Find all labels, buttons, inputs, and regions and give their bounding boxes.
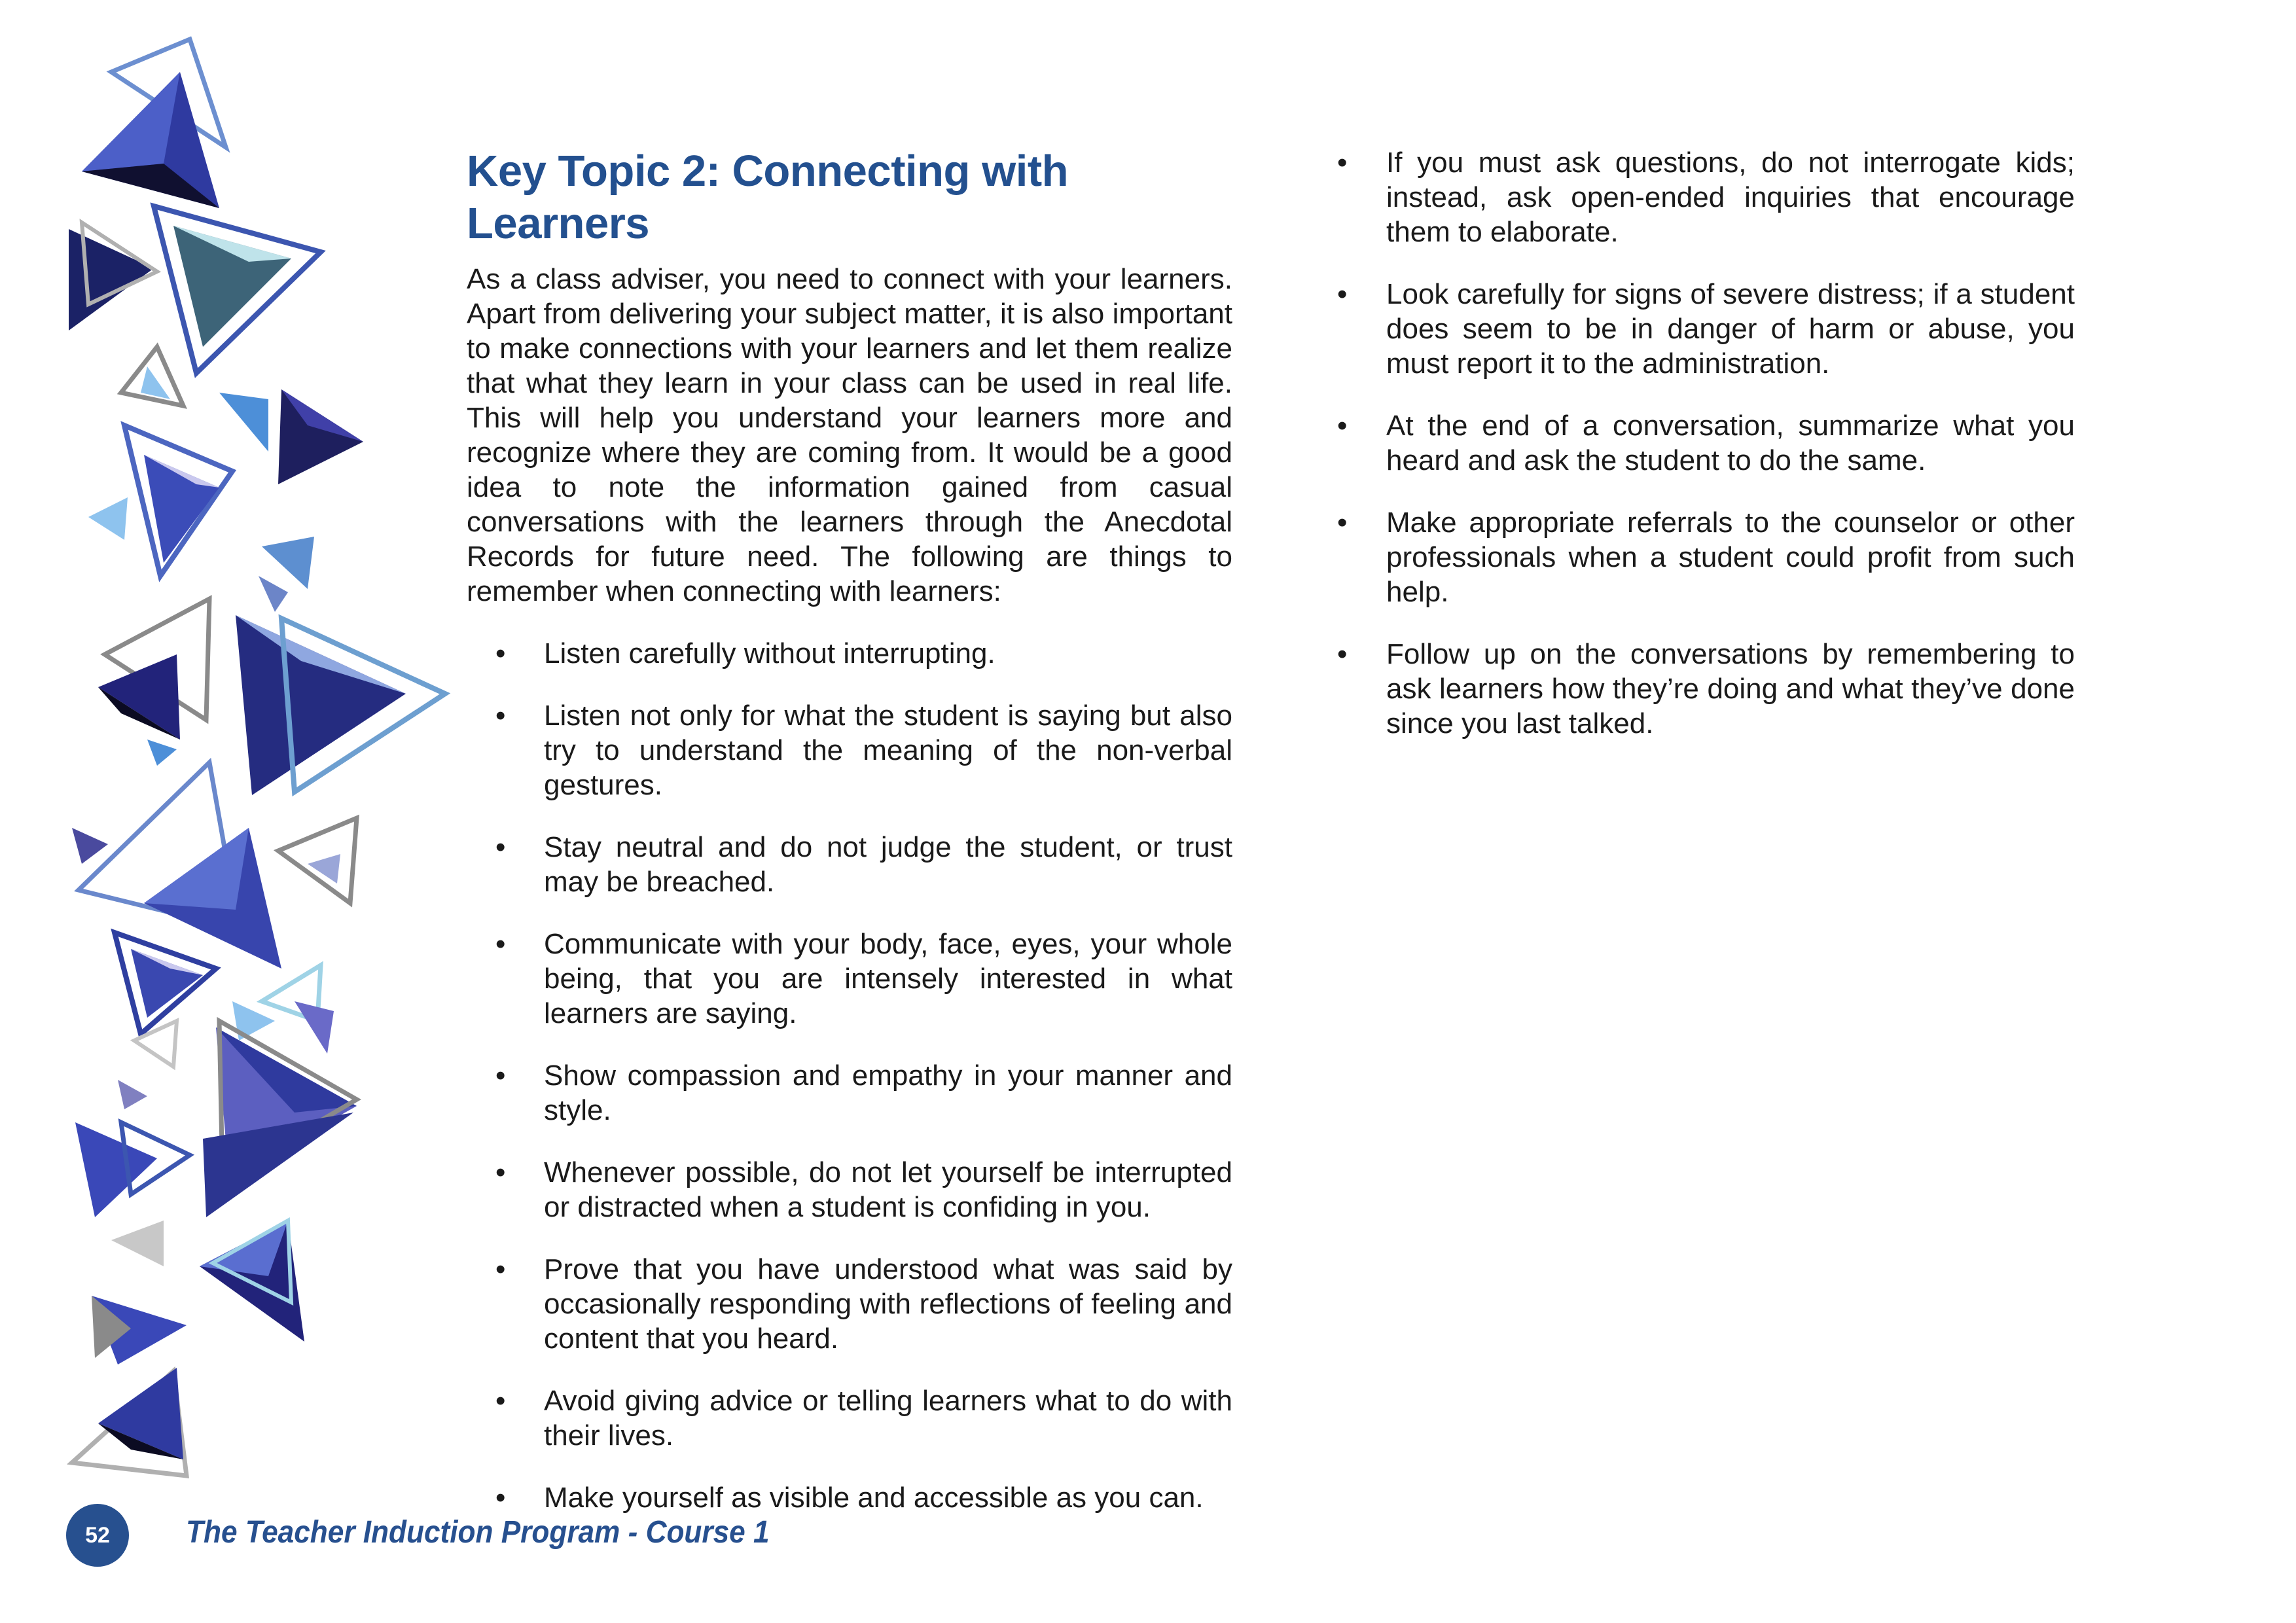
- list-item-text: Listen carefully without interrupting.: [544, 637, 996, 669]
- bullet-icon: •: [495, 1060, 506, 1092]
- list-item: [1335, 408, 2075, 478]
- list-item: [467, 1155, 1232, 1224]
- list-item-text: Stay neutral and do not judge the student, or trust may be breached.: [544, 831, 1232, 898]
- list-item-text: Avoid giving advice or telling learners what to do with their lives.: [544, 1385, 1232, 1452]
- left-column: [467, 145, 1232, 1543]
- bullet-icon: •: [495, 1156, 506, 1188]
- list-item-text: Make appropriate referrals to the counselor or other professionals when a student could profit from such help.: [1386, 507, 2075, 608]
- bullet-icon: •: [495, 1385, 506, 1417]
- list-item: [467, 830, 1232, 899]
- bullet-icon: •: [495, 928, 506, 960]
- list-item: [467, 698, 1232, 802]
- list-item: [467, 1383, 1232, 1453]
- list-item: [1335, 145, 2075, 249]
- list-item: [467, 1058, 1232, 1128]
- left-bullet-list: [467, 636, 1232, 1515]
- list-item-text: Look carefully for signs of severe distress; if a student does seem to be in danger of harm or abuse, you must report it to the administration.: [1386, 278, 2075, 380]
- page-title: Key Topic 2: Connecting with Learners: [467, 147, 1069, 248]
- list-item: [467, 927, 1232, 1031]
- list-item-text: At the end of a conversation, summarize what you heard and ask the student to do the same.: [1386, 410, 2075, 476]
- bullet-icon: •: [495, 637, 506, 669]
- list-item: [467, 1480, 1232, 1515]
- list-item-text: Prove that you have understood what was said by occasionally responding with reflections of feeling and content that you heard.: [544, 1253, 1232, 1355]
- list-item-text: Whenever possible, do not let yourself be interrupted or distracted when a student is confiding in you.: [544, 1156, 1232, 1223]
- bullet-icon: •: [1337, 410, 1348, 442]
- list-item-text: Make yourself as visible and accessible as you can.: [544, 1482, 1204, 1514]
- list-item: [467, 1252, 1232, 1356]
- list-item-text: Communicate with your body, face, eyes, your whole being, that you are intensely interested in what learners are saying.: [544, 928, 1232, 1029]
- bullet-icon: •: [495, 1253, 506, 1285]
- list-item: [1335, 277, 2075, 381]
- bullet-icon: •: [1337, 278, 1348, 310]
- list-item-text: Listen not only for what the student is saying but also try to understand the meaning of the non-verbal gestures.: [544, 700, 1232, 801]
- list-item: [1335, 505, 2075, 609]
- bullet-icon: •: [1337, 507, 1348, 539]
- list-item: [1335, 637, 2075, 741]
- intro-paragraph: As a class adviser, you need to connect with your learners. Apart from delivering your subject matter, it is also important to make connections with your learners and let them realize that what they learn in your class can be used in real life. This will help you understand your learners more and recognize where they are coming from. It would be a good idea to note the information gained from casual conversations with the learners through the Anecdotal Records for future need. The following are things to remember when connecting with learners:: [467, 263, 1232, 607]
- page-number-badge: 52: [66, 1504, 129, 1567]
- list-item-text: If you must ask questions, do not interrogate kids; instead, ask open-ended inquiries that encourage them to elaborate.: [1386, 147, 2075, 248]
- footer-program-title: The Teacher Induction Program - Course 1: [186, 1515, 770, 1550]
- list-item-text: Show compassion and empathy in your manner and style.: [544, 1060, 1232, 1126]
- bullet-icon: •: [1337, 638, 1348, 670]
- bullet-icon: •: [495, 1482, 506, 1514]
- bullet-icon: •: [1337, 147, 1348, 179]
- bullet-icon: •: [495, 831, 506, 863]
- right-bullet-list: [1335, 145, 2075, 741]
- list-item-text: Follow up on the conversations by remembering to ask learners how they’re doing and what they’ve done since you last talked.: [1386, 638, 2075, 740]
- right-column: [1335, 145, 2075, 768]
- decorative-triangle-pattern: [0, 0, 471, 1623]
- list-item: [467, 636, 1232, 671]
- bullet-icon: •: [495, 700, 506, 732]
